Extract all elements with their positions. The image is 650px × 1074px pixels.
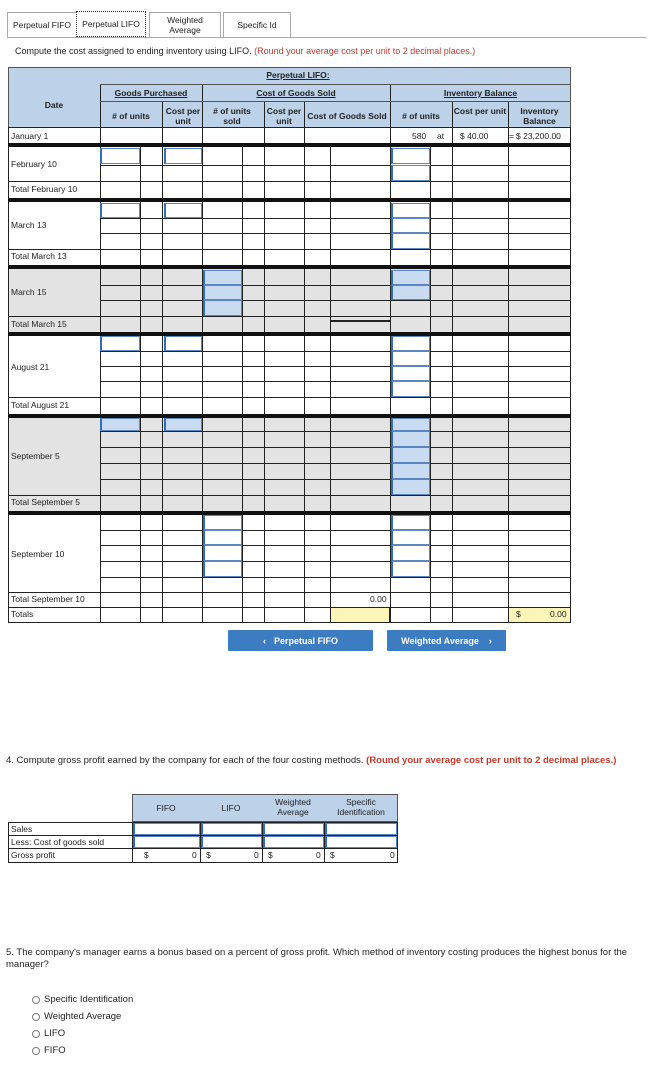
cogs-fifo-input[interactable] [133,836,200,848]
header-units: # of units [112,111,150,121]
instruction-note: (Round your average cost per unit to 2 decimal places.) [254,46,476,56]
header-cost-per-unit: Cost per unit [165,106,201,126]
gp-fifo-dollar: $ [144,850,149,860]
prev-button[interactable] [228,630,373,651]
next-button[interactable] [387,630,506,651]
feb10-inv-units-input-2[interactable] [391,165,430,181]
sep5-inv-units-input-5[interactable] [391,479,430,495]
totals-balance: 0.00 [550,609,567,619]
option-label: Specific Identification [44,994,134,1005]
feb10-cost-input[interactable] [164,148,202,164]
row-label-feb10: February 10 [11,159,57,169]
sep10-units-sold-input-2[interactable] [203,530,242,545]
gp-row-cogs: Less: Cost of goods sold [11,837,105,847]
gp-specific-value: 0 [390,850,395,860]
option-label: LIFO [44,1028,66,1039]
header-inv-balance: Inventory Balance [520,106,559,126]
sep10-inv-units-input-4[interactable] [391,561,430,577]
row-label-total-mar15: Total March 15 [11,319,67,329]
header-inv-cost: Cost per unit [453,106,507,116]
sep10-inv-units-input-1[interactable] [391,515,430,530]
row-label-jan1: January 1 [11,131,49,141]
q4-text: 4. Compute gross profit earned by the company for each of the four costing methods. [6,755,364,766]
sep5-inv-units-input-2[interactable] [391,431,430,447]
aug21-inv-units-input-3[interactable] [391,366,430,381]
feb10-inv-units-input-1[interactable] [391,148,430,164]
mar13-inv-units-input-3[interactable] [391,233,430,249]
feb10-units-input[interactable] [100,148,140,164]
gross-profit-table [8,794,398,863]
table-title: Perpetual LIFO: [266,70,330,80]
sales-fifo-input[interactable] [133,823,200,835]
prev-button-label: Perpetual FIFO [273,635,338,646]
radio-circle-icon[interactable] [32,1030,40,1038]
row-label-mar15: March 15 [11,287,47,297]
row-label-totals: Totals [11,609,34,619]
mar13-units-input[interactable] [100,203,140,218]
totals-dollar: $ [516,609,521,619]
option-fifo[interactable] [32,1045,66,1056]
cogs-subtotal: 0.00 [370,594,387,604]
mar15-inv-units-input-2[interactable] [391,285,430,300]
option-label: Weighted Average [44,1011,122,1022]
lifo-table [8,67,571,623]
mar15-units-sold-input-2[interactable] [203,285,242,300]
tab-perpetual-fifo[interactable]: Perpetual FIFO [7,12,77,37]
sep5-inv-units-input-3[interactable] [391,447,430,463]
sep10-units-sold-input-3[interactable] [203,545,242,561]
sep10-inv-units-input-3[interactable] [391,545,430,561]
gp-weighted-dollar: $ [268,850,273,860]
gp-col-weighted: Weighted Average [275,797,311,817]
question-4 [6,755,636,767]
cogs-total-cell [330,607,390,623]
row-label-total-sep10: Total September 10 [11,594,85,604]
sep5-cost-input[interactable] [164,418,202,431]
gp-fifo-value: 0 [192,850,197,860]
sep5-inv-units-input-1[interactable] [391,418,430,431]
q4-note: (Round your average cost per unit to 2 decimal places.) [366,755,617,766]
aug21-inv-units-input-2[interactable] [391,351,430,366]
jan1-equals: = [509,131,514,141]
header-goods-purchased: Goods Purchased [114,88,188,98]
mar13-cost-input[interactable] [164,203,202,218]
tab-divider [7,37,646,38]
header-units-sold: # of units sold [213,106,251,126]
aug21-inv-units-input-1[interactable] [391,336,430,351]
gp-weighted-value: 0 [316,850,321,860]
radio-circle-icon[interactable] [32,1047,40,1055]
sales-specific-input[interactable] [325,823,397,835]
option-weighted-average[interactable] [32,1011,121,1022]
option-label: FIFO [44,1045,66,1056]
mar13-inv-units-input-1[interactable] [391,203,430,218]
sep10-units-sold-input-1[interactable] [203,515,242,530]
option-specific-identification[interactable] [32,994,133,1005]
gp-specific-dollar: $ [330,850,335,860]
row-label-aug21: August 21 [11,362,50,372]
gp-col-fifo: FIFO [156,803,176,813]
instruction-text: Compute the cost assigned to ending inventory using LIFO. [15,46,252,56]
header-cogs-total: Cost of Goods Sold [307,111,387,121]
jan1-at: at [437,131,445,141]
mar13-inv-units-input-2[interactable] [391,218,430,233]
gp-row-sales: Sales [11,824,33,834]
row-label-total-sep5: Total September 5 [11,497,80,507]
header-cogs: Cost of Goods Sold [256,88,336,98]
jan1-units: 580 [412,131,427,141]
sep5-units-input[interactable] [100,418,140,431]
row-label-sep10: September 10 [11,549,65,559]
tab-weighted-average[interactable]: Weighted Average [149,12,221,37]
gp-row-gross-profit: Gross profit [11,850,55,860]
header-inv-units: # of units [402,111,440,121]
next-button-label: Weighted Average [401,635,479,646]
sales-weighted-input[interactable] [263,823,324,835]
chevron-left-icon: ‹ [262,635,266,646]
header-inventory-balance: Inventory Balance [443,88,518,98]
row-label-mar13: March 13 [11,220,47,230]
sales-lifo-input[interactable] [201,823,262,835]
method-tabs [7,7,290,37]
sep10-inv-units-input-2[interactable] [391,530,430,545]
radio-circle-icon[interactable] [32,996,40,1004]
mar15-units-sold-input-1[interactable] [203,270,242,285]
cogs-specific-input[interactable] [325,836,397,848]
cogs-weighted-input[interactable] [263,836,324,848]
question-5: 5. The company's manager earns a bonus based on a percent of gross profit. Which method of inventory costing produces the highest bonus for the manager? [6,947,628,970]
instruction [15,46,475,56]
tab-perpetual-lifo[interactable]: Perpetual LIFO [76,11,146,37]
aug21-units-input[interactable] [100,336,140,351]
gp-col-specific: Specific Identification [337,797,385,817]
row-label-total-mar13: Total March 13 [11,251,67,261]
aug21-cost-input[interactable] [164,336,202,351]
row-label-sep5: September 5 [11,451,60,461]
jan1-cost: $ 40.00 [460,131,489,141]
tab-specific-id[interactable]: Specific Id [223,12,291,37]
header-cogs-cost-per-unit: Cost per unit [266,106,302,126]
sep5-inv-units-input-4[interactable] [391,463,430,479]
mar15-units-sold-input-3[interactable] [203,300,242,316]
row-label-total-feb10: Total February 10 [11,184,78,194]
gp-lifo-dollar: $ [206,850,211,860]
chevron-right-icon: › [488,635,492,646]
aug21-inv-units-input-4[interactable] [391,381,430,397]
gp-lifo-value: 0 [254,850,259,860]
row-label-total-aug21: Total August 21 [11,400,70,410]
sep10-units-sold-input-4[interactable] [203,561,242,577]
radio-circle-icon[interactable] [32,1013,40,1021]
header-date: Date [44,100,64,110]
option-lifo[interactable] [32,1028,65,1039]
mar15-inv-units-input-1[interactable] [391,270,430,285]
gp-col-lifo: LIFO [221,803,241,813]
jan1-balance: $ 23,200.00 [516,131,561,141]
cogs-lifo-input[interactable] [201,836,262,848]
